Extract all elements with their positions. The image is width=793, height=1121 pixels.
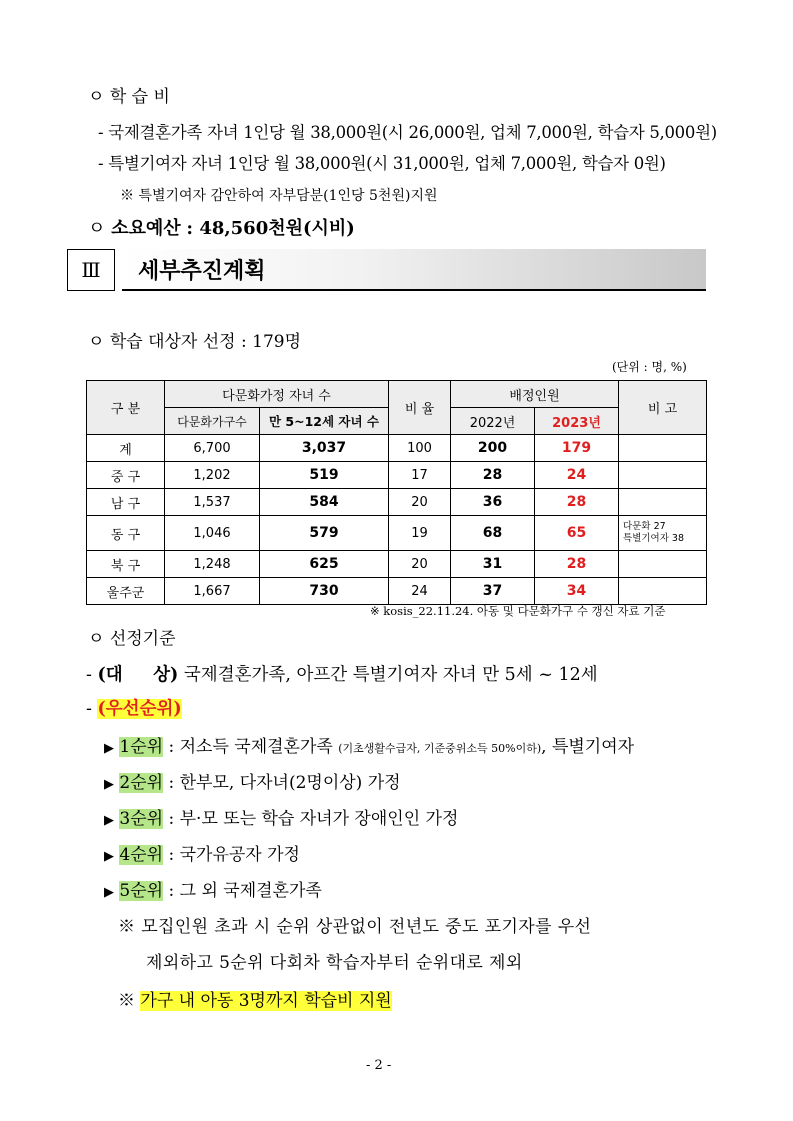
tuition-line-international: - 국제결혼가족 자녀 1인당 월 38,000원(시 26,000원, 업체 7,000원, 학습자 5,000원): [98, 123, 717, 142]
header-remarks: 비 고: [619, 381, 707, 435]
row-2023: 24: [535, 462, 619, 489]
row-name: 동 구: [87, 516, 165, 551]
row-2023: 34: [535, 578, 619, 605]
tuition-note: ※ 특별기여자 감안하여 자부담분(1인당 5천원)지원: [120, 188, 438, 204]
table-row: [87, 435, 707, 462]
row-name: 계: [87, 435, 165, 462]
row-children: 584: [260, 489, 389, 516]
row-children: 579: [260, 516, 389, 551]
priority-text: : 국가유공자 가정: [168, 845, 300, 865]
header-households: 다문화가구수: [165, 408, 260, 435]
row-2022: 36: [451, 489, 535, 516]
row-households: 1,248: [165, 551, 260, 578]
header-multicultural: 다문화가정 자녀 수: [165, 381, 389, 408]
unit-label: (단위 : 명, %): [612, 360, 687, 374]
triangle-bullet-icon: ▶: [104, 777, 114, 792]
row-ratio: 24: [389, 578, 451, 605]
header-children: 만 5~12세 자녀 수: [260, 408, 389, 435]
row-remark: [619, 435, 707, 462]
table-row: [87, 516, 707, 551]
source-note: ※ kosis_22.11.24. 아동 및 다문화가구 수 갱신 자료 기준: [370, 604, 666, 618]
row-children: 730: [260, 578, 389, 605]
priority-text: : 부·모 또는 학습 자녀가 장애인인 가정: [168, 809, 459, 829]
selection-heading: ㅇ 학습 대상자 선정 : 179명: [88, 332, 301, 352]
row-2023: 28: [535, 489, 619, 516]
priority-rank: 1순위: [119, 737, 164, 757]
row-ratio: 17: [389, 462, 451, 489]
triangle-bullet-icon: ▶: [104, 885, 114, 900]
row-households: 1,667: [165, 578, 260, 605]
priority-rank: 3순위: [119, 809, 164, 829]
tuition-line-special: - 특별기여자 자녀 1인당 월 38,000원(시 31,000원, 업체 7,000원, 학습자 0원): [98, 154, 666, 173]
row-households: 1,046: [165, 516, 260, 551]
row-name: 북 구: [87, 551, 165, 578]
target-line: - (대 상) 국제결혼가족, 아프간 특별기여자 자녀 만 5세 ~ 12세: [86, 665, 598, 685]
priority-line: - (우선순위): [86, 699, 182, 719]
note-exclusion-line1: ※ 모집인원 초과 시 순위 상관없이 전년도 중도 포기자를 우선: [118, 917, 592, 937]
row-2022: 200: [451, 435, 535, 462]
criteria-heading: ㅇ 선정기준: [88, 629, 176, 649]
priority-text: : 저소득 국제결혼가족: [168, 737, 333, 757]
row-name: 울주군: [87, 578, 165, 605]
priority-rank: 5순위: [119, 881, 164, 901]
priority-tail: , 특별기여자: [541, 737, 635, 757]
priority-item-3: [104, 804, 458, 829]
triangle-bullet-icon: ▶: [104, 813, 114, 828]
target-text: 국제결혼가족, 아프간 특별기여자 자녀 만 5세 ~ 12세: [183, 665, 598, 685]
priority-item-2: [104, 768, 401, 793]
note-exclusion-line2: 제외하고 5순위 다회차 학습자부터 순위대로 제외: [146, 953, 523, 973]
target-label: (대 상): [97, 665, 179, 685]
table-header-row: [87, 381, 707, 408]
header-2023: 2023년: [535, 408, 619, 435]
triangle-bullet-icon: ▶: [104, 741, 114, 756]
row-2022: 68: [451, 516, 535, 551]
row-children: 3,037: [260, 435, 389, 462]
table-row: [87, 489, 707, 516]
row-ratio: 20: [389, 489, 451, 516]
row-children: 519: [260, 462, 389, 489]
priority-item-1: [104, 732, 634, 757]
allocation-table: [86, 380, 707, 605]
row-remark: [619, 551, 707, 578]
triangle-bullet-icon: ▶: [104, 849, 114, 864]
remark-multicultural: 다문화 27: [623, 521, 666, 532]
row-remark: [619, 578, 707, 605]
row-name: 중 구: [87, 462, 165, 489]
priority-item-4: [104, 840, 300, 865]
header-division: 구 분: [87, 381, 165, 435]
header-allocation: 배정인원: [451, 381, 619, 408]
row-children: 625: [260, 551, 389, 578]
row-ratio: 100: [389, 435, 451, 462]
priority-rank: 2순위: [119, 773, 164, 793]
row-ratio: 19: [389, 516, 451, 551]
section-number-box: Ⅲ: [67, 249, 115, 291]
row-remark: [619, 462, 707, 489]
priority-rank: 4순위: [119, 845, 164, 865]
section-title: 세부추진계획: [122, 249, 706, 291]
row-name: 남 구: [87, 489, 165, 516]
note-limit-mark: ※: [118, 991, 135, 1011]
header-ratio: 비 율: [389, 381, 451, 435]
row-ratio: 20: [389, 551, 451, 578]
row-2023: 179: [535, 435, 619, 462]
row-remark: [619, 516, 707, 551]
row-remark: [619, 489, 707, 516]
row-2022: 37: [451, 578, 535, 605]
row-2022: 31: [451, 551, 535, 578]
page-number: - 2 -: [366, 1058, 392, 1073]
table-row: [87, 578, 707, 605]
remark-special: 특별기여자 38: [623, 533, 685, 544]
row-households: 1,202: [165, 462, 260, 489]
budget-line: [88, 214, 355, 240]
budget-label: 소요예산: [111, 218, 181, 239]
tuition-heading: ㅇ 학 습 비: [88, 87, 170, 107]
table-row: [87, 462, 707, 489]
budget-marker: ㅇ: [88, 218, 106, 239]
note-limit: [118, 986, 392, 1011]
priority-item-5: [104, 876, 322, 901]
header-2022: 2022년: [451, 408, 535, 435]
row-2023: 28: [535, 551, 619, 578]
row-households: 6,700: [165, 435, 260, 462]
priority-text: : 그 외 국제결혼가족: [168, 881, 322, 901]
table-row: [87, 551, 707, 578]
row-2023: 65: [535, 516, 619, 551]
row-2022: 28: [451, 462, 535, 489]
priority-text: : 한부모, 다자녀(2명이상) 가정: [168, 773, 401, 793]
budget-value: : 48,560천원(시비): [186, 218, 355, 239]
row-households: 1,537: [165, 489, 260, 516]
note-limit-text: 가구 내 아동 3명까지 학습비 지원: [140, 991, 392, 1011]
priority-label: (우선순위): [97, 699, 182, 719]
priority-small: (기초생활수급자, 기준중위소득 50%이하): [338, 742, 542, 755]
